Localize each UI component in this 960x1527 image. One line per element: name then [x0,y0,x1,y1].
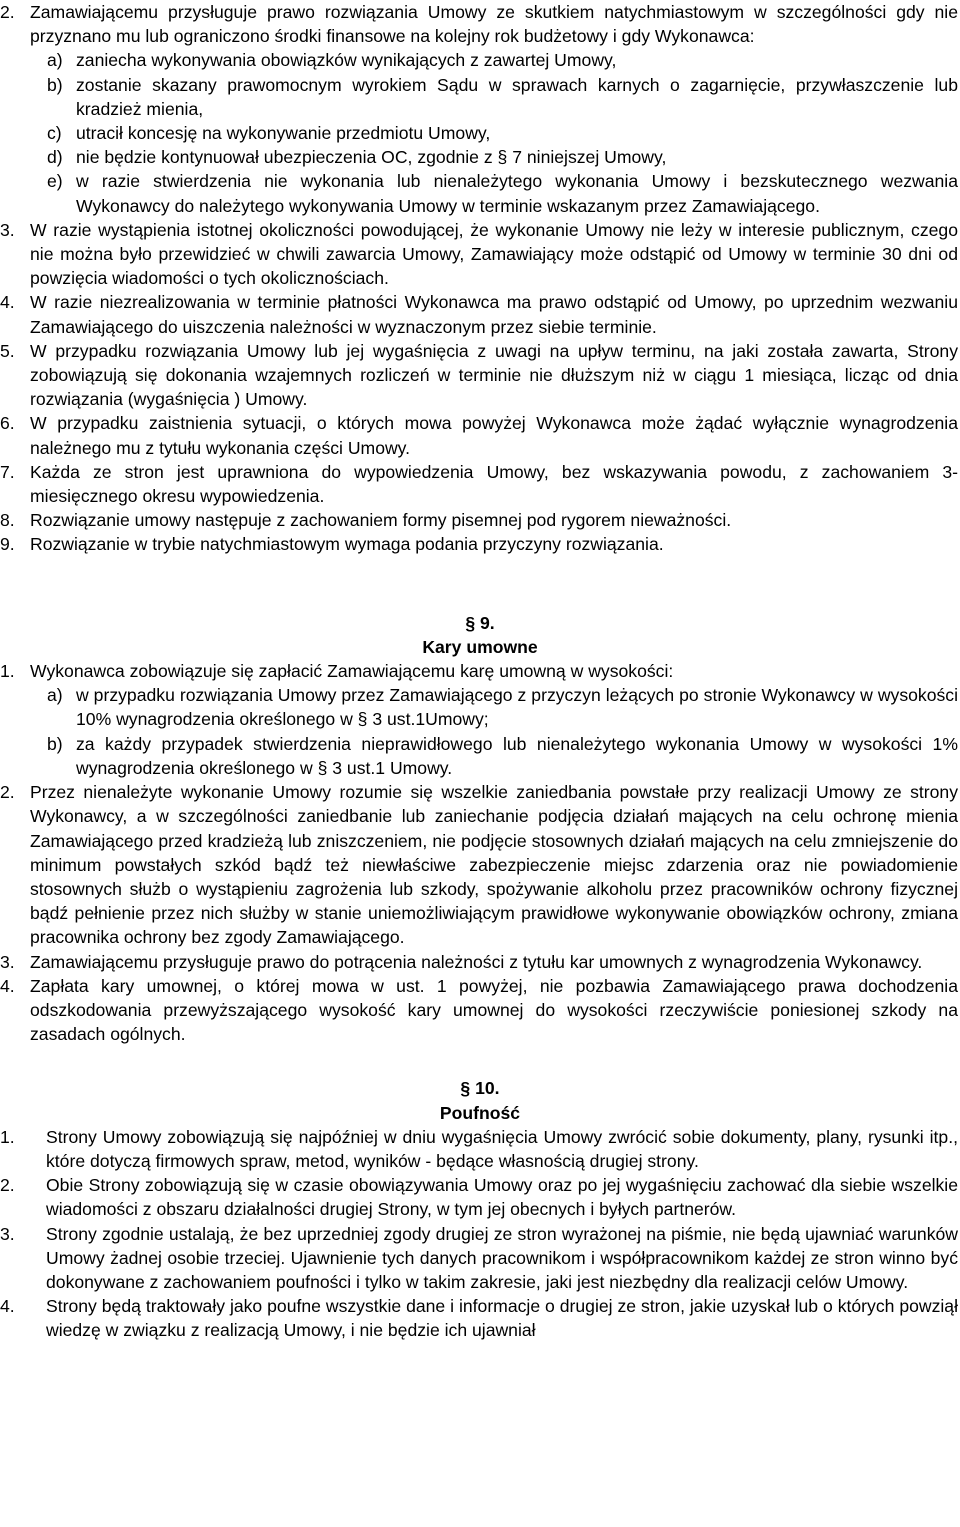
clause-text: Wykonawca zobowiązuje się zapłacić Zamawiającemu karę umowną w wysokości: [30,661,674,682]
clause-number: 2. [0,2,15,22]
section-number: § 10. [460,1078,500,1099]
subclause-8-2-b [0,73,960,121]
clause-number: 4. [0,1296,15,1317]
clause-number: 5. [0,340,15,361]
clause-number: 7. [0,461,15,482]
clause-number: 8. [0,510,15,531]
section-title: Poufność [439,1102,521,1123]
subclause-text: w razie stwierdzenia nie wykonania lub nienależytego wykonania Umowy i bezskutecznego wezwania Wykonawcy do należytego wykonywania Umowy w terminie wskazanym przez Zamawiającego. [76,171,958,216]
subclause-letter: c) [47,123,62,144]
subclause-letter: b) [47,74,63,95]
subclause-9-1-b [0,732,960,780]
clause-8-2 [0,0,960,48]
subclause-text: utracił koncesję na wykonywanie przedmiotu Umowy, [76,123,491,144]
clause-text: Strony będą traktowały jako poufne wszystkie dane i informacje o drugiej ze stron, jakie uzyskał lub o których powziął wiedzę w związku z realizacją Umowy, i nie będzie ich ujawniał [46,1296,958,1341]
subclause-letter: e) [47,171,63,192]
subclause-letter: b) [47,733,63,754]
clause-number: 3. [0,951,15,972]
subclause-8-2-e [0,169,960,217]
section-8-continuation [0,0,960,557]
clause-text: Zamawiającemu przysługuje prawo do potrącenia należności z tytułu kar umownych z wynagrodzenia Wykonawcy. [30,951,923,972]
clause-text: W przypadku zaistnienia sytuacji, o których mowa powyżej Wykonawca może żądać wyłącznie wynagrodzenia należnego mu z tytułu wykonania części Umowy. [30,413,958,458]
clause-text: Przez nienależyte wykonanie Umowy rozumie się wszelkie zaniedbania powstałe przy realizacji Umowy ze strony Wykonawcy, a w szczególności zaniedbanie lub zaniechanie podjęcia działań mających na celu ochronę mienia Zamawiającego przed kradzieżą lub zniszczeniem, nie podjęcie stosownych działań mających na celu zmniejszenie do minimum powstałych szkód bądź też niewłaściwe zabezpieczenie miejsc zdarzenia oraz nie powiadomienie stosownych służb o wystąpieniu zagrożenia lub szkody, spożywanie alkoholu przez pracowników ochrony fizycznej bądź pełnienie przez nich służby w stanie uniemożliwiającym prawidłowe wykonywanie obowiązków ochrony, zmiana pracownika ochrony bez zgody Zamawiającego. [30,782,958,948]
clause-8-4 [0,290,960,338]
clause-8-6 [0,411,960,459]
clause-8-5 [0,339,960,412]
subclause-8-2-d [0,145,960,169]
clause-text: Rozwiązanie umowy następuje z zachowaniem formy pisemnej pod rygorem nieważności. [30,510,732,531]
clause-number: 2. [0,782,15,803]
clause-8-7 [0,460,960,508]
subclause-8-2-a [0,48,960,72]
clause-text: W razie wystąpienia istotnej okoliczności powodującej, że wykonanie Umowy nie leży w interesie publicznym, czego nie można było przewidzieć w chwili zawarcia Umowy, Zamawiający może odstąpić od Umowy w terminie 30 dni od powzięcia wiadomości o tych okolicznościach. [30,219,958,289]
clause-9-3 [0,950,960,974]
subclause-text: zostanie skazany prawomocnym wyrokiem Sądu w sprawach karnych o zagarnięcie, przywłaszczenie lub kradzież mienia, [76,74,958,119]
subclause-8-2-c [0,121,960,145]
clause-8-9 [0,532,960,556]
clause-number: 4. [0,292,15,313]
clause-number: 9. [0,534,15,555]
clause-10-2 [0,1173,960,1221]
clause-9-4 [0,974,960,1047]
subclause-text: w przypadku rozwiązania Umowy przez Zamawiającego z przyczyn leżących po stronie Wykonawcy w wysokości 10% wynagrodzenia określonego w § 3 ust.1Umowy; [76,685,958,730]
spacer [0,557,960,611]
clause-text: W razie niezrealizowania w terminie płatności Wykonawca ma prawo odstąpić od Umowy, po uprzednim wezwaniu Zamawiającego do uiszczenia należności w wyznaczonym przez siebie terminie. [30,292,958,337]
clause-text: Każda ze stron jest uprawniona do wypowiedzenia Umowy, bez wskazywania powodu, z zachowaniem 3-miesięcznego okresu wypowiedzenia. [30,461,958,507]
clause-10-3 [0,1222,960,1295]
subclause-text: za każdy przypadek stwierdzenia nieprawidłowego lub nienależytego wykonania Umowy w wysokości 1% wynagrodzenia określonego w § 3 ust.1 Umowy. [76,733,958,778]
subclause-letter: a) [47,50,63,71]
clause-number: 1. [0,661,15,682]
subclause-9-1-a [0,683,960,731]
clause-8-8 [0,508,960,532]
clause-number: 2. [0,1175,15,1196]
section-10 [0,1076,960,1342]
clause-text: W przypadku rozwiązania Umowy lub jej wygaśnięcia z uwagi na upływ terminu, na jaki została zawarta, Strony zobowiązują się dokonania wzajemnych rozliczeń w terminie nie dłuższym niż w ciągu 1 miesiąca, licząc od dnia rozwiązania (wygaśnięcia ) Umowy. [30,340,958,410]
subclause-letter: a) [47,685,63,706]
clause-9-1 [0,659,960,683]
clause-number: 3. [0,219,15,240]
subclause-text: zaniecha wykonywania obowiązków wynikających z zawartej Umowy, [76,50,617,71]
clause-text: Zapłata kary umownej, o której mowa w ust. 1 powyżej, nie pozbawia Zamawiającego prawa dochodzenia odszkodowania przewyższającego wysokość kary umownej do wysokości rzeczywiście poniesionej szkody na zasadach ogólnych. [30,975,958,1045]
section-9 [0,611,960,1047]
clause-number: 3. [0,1223,15,1244]
subclause-text: nie będzie kontynuował ubezpieczenia OC, zgodnie z § 7 niniejszej Umowy, [76,147,667,168]
clause-10-1 [0,1125,960,1173]
clause-text: Strony Umowy zobowiązują się najpóźniej w dniu wygaśnięcia Umowy zwrócić sobie dokumenty, plany, rysunki itp., które dotyczą firmowych spraw, metod, wyników - będące własnością drugiej strony. [46,1126,958,1171]
clause-number: 6. [0,413,15,434]
clause-text: Rozwiązanie w trybie natychmiastowym wymaga podania przyczyny rozwiązania. [30,534,664,555]
clause-text: Zamawiającemu przysługuje prawo rozwiązania Umowy ze skutkiem natychmiastowym w szczególności gdy nie przyznano mu lub ograniczono środki finansowe na kolejny rok budżetowy i gdy Wykonawca: [30,2,958,47]
clause-number: 4. [0,975,15,996]
clause-text: Strony zgodnie ustalają, że bez uprzedniej zgody drugiej ze stron wyrażonej na piśmie, nie będą ujawniać warunków Umowy żadnej osobie trzeciej. Ujawnienie tych danych pracownikom i współpracownikom każdej ze stron winno być dokonywane z zachowaniem poufności i tylko w takim zakresie, jaki jest niezbędny dla realizacji celów Umowy. [46,1223,958,1292]
clause-text: Obie Strony zobowiązują się w czasie obowiązywania Umowy oraz po jej wygaśnięciu zachować dla siebie wszelkie wiadomości z obszaru działalności drugiej Strony, w tym jej obecnych i byłych partnerów. [46,1175,958,1220]
clause-8-3 [0,218,960,291]
section-number: § 9. [465,612,495,633]
clause-number: 1. [0,1126,15,1147]
section-title: Kary umowne [422,636,538,657]
subclause-letter: d) [47,147,63,168]
spacer [0,1046,960,1076]
clause-10-4 [0,1294,960,1342]
clause-9-2 [0,780,960,949]
